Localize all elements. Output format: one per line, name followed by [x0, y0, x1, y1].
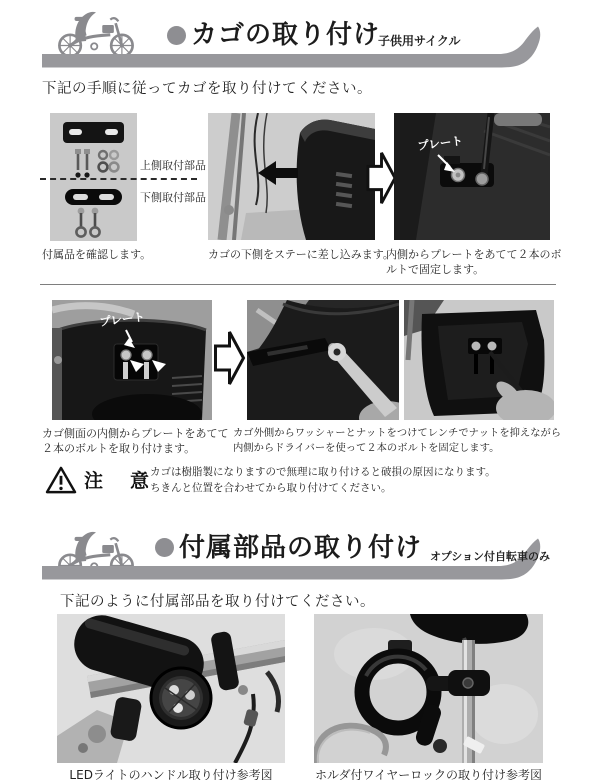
photo-wire-lock: [314, 614, 543, 763]
caption-step4: [42, 426, 229, 456]
photo-wrench-outside: [247, 300, 399, 420]
section1-title: カゴの取り付け: [191, 20, 381, 50]
plate-photo-label-2: プレート: [98, 309, 146, 329]
caption-led-light: LEDライトのハンドル取り付け参考図: [69, 768, 273, 780]
photo-plate-side: [52, 300, 212, 420]
caption-step5: [233, 426, 561, 456]
section2-subtitle: オプション付自転車のみ: [430, 550, 551, 563]
section2-bullet-icon: [155, 538, 174, 557]
caption-step3-line2: ルトで固定します。: [386, 263, 485, 276]
plate-photo-label: プレート: [416, 133, 464, 153]
label-lower-parts: 下側取付部品: [140, 191, 206, 204]
warning-line1: カゴは樹脂製になりますので無理に取り付けると破損の原因になります。: [150, 466, 496, 478]
photo-insert-basket: [208, 113, 375, 240]
caption-step3-line1: 内側からプレートをあてて２本のボ: [386, 248, 562, 261]
section1-bullet-icon: [167, 26, 186, 45]
row-divider-line: [40, 284, 556, 285]
caption-step3: [386, 247, 562, 277]
caption-step4-line1: カゴ側面の内側からプレートをあてて: [42, 427, 229, 440]
parts-divider-dashed-line: [40, 178, 197, 180]
caption-step5-line2: 内側からドライバーを使って２本のボルトを固定します。: [233, 442, 500, 454]
photo-plate-inside: [394, 113, 550, 240]
caption-step4-line2: ２本のボルトを取り付けます。: [42, 442, 196, 455]
next-step-arrow-icon-2: [213, 327, 246, 389]
label-upper-parts: 上側取付部品: [140, 159, 206, 172]
photo-screwdriver-inside: [404, 300, 554, 420]
warning-triangle-icon: [45, 466, 77, 494]
warning-label: 注 意: [84, 470, 154, 492]
next-step-arrow-icon: [366, 147, 397, 209]
caption-step5-line1: カゴ外側からワッシャーとナットをつけてレンチでナットを抑えながら: [233, 427, 562, 439]
caption-step1: 付属品を確認します。: [42, 248, 152, 261]
caption-step2: カゴの下側をステーに差し込みます。: [208, 248, 394, 261]
photo-parts: [50, 113, 137, 241]
photo-led-light: [57, 614, 285, 763]
caption-wire-lock: ホルダ付ワイヤーロックの取り付け参考図: [315, 768, 542, 780]
warning-text: [150, 464, 496, 496]
section1-intro: 下記の手順に従ってカゴを取り付けてください。: [42, 81, 372, 97]
section2-title: 付属部品の取り付け: [179, 533, 423, 563]
warning-line2: ちきんと位置を合わせてから取り付けてください。: [150, 482, 392, 494]
section1-subtitle: 子供用サイクル: [378, 34, 461, 48]
section2-intro: 下記のように付属部品を取り付けてください。: [60, 594, 375, 610]
